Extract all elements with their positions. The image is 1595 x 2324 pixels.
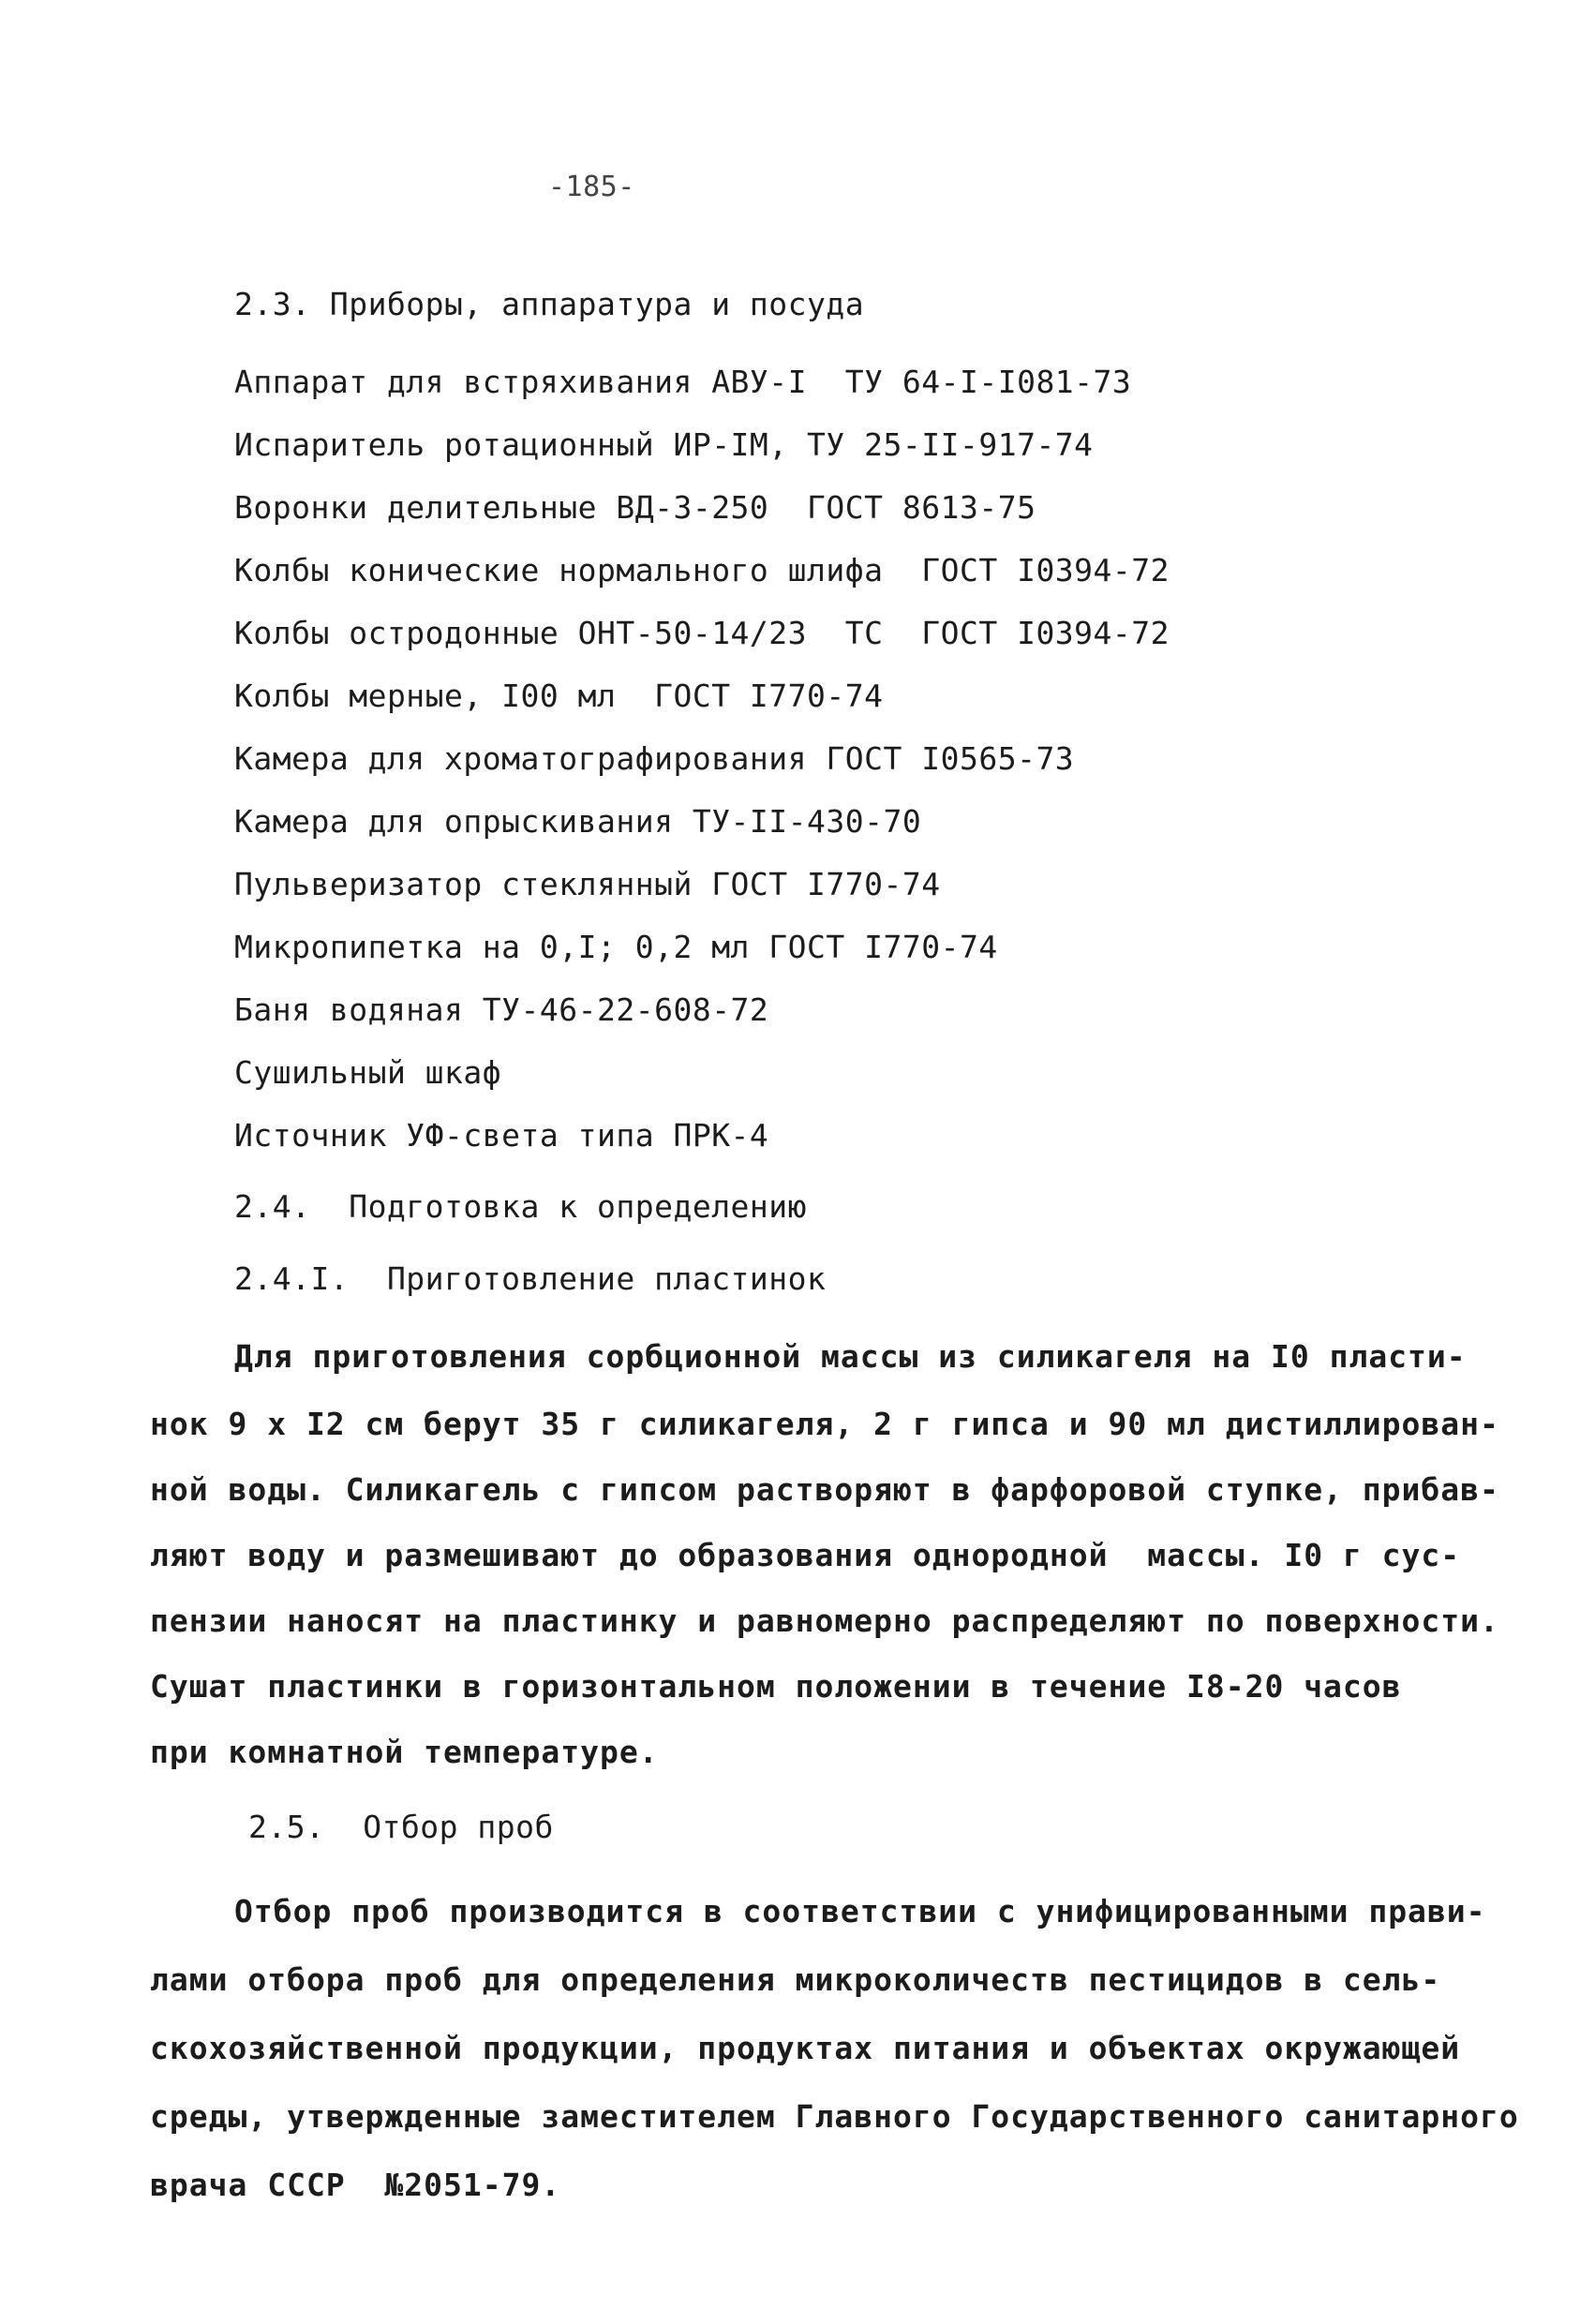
equipment-item: Испаритель ротационный ИР-IМ, ТУ 25-II-917-74: [234, 426, 1094, 463]
paragraph-line: Сушат пластинки в горизонтальном положении в течение I8-20 часов: [150, 1668, 1402, 1705]
section-2-3-heading: 2.3. Приборы, аппаратура и посуда: [234, 286, 865, 322]
equipment-item: Колбы конические нормального шлифа ГОСТ I0394-72: [234, 552, 1170, 588]
equipment-item: Камера для хроматографирования ГОСТ I0565-73: [234, 740, 1075, 777]
section-2-4-1-heading: 2.4.I. Приготовление пластинок: [234, 1260, 827, 1297]
paragraph-line: пензии наносят на пластинку и равномерно распределяют по поверхности.: [150, 1602, 1499, 1639]
paragraph-line: среды, утвержденные заместителем Главного Государственного санитарного: [150, 2098, 1519, 2135]
paragraph-line: нок 9 х I2 см берут 35 г силикагеля, 2 г гипса и 90 мл дистиллирован-: [150, 1406, 1499, 1442]
paragraph-line: ляют воду и размешивают до образования однородной массы. I0 г сус-: [150, 1537, 1461, 1573]
equipment-item: Колбы остродонные ОНТ-50-14/23 ТС ГОСТ I0394-72: [234, 615, 1170, 651]
paragraph-line: Отбор проб производится в соответствии с унифицированными прави-: [234, 1893, 1486, 1929]
section-2-5-heading: 2.5. Отбор проб: [248, 1809, 554, 1845]
equipment-item: Сушильный шкаф: [234, 1054, 502, 1091]
paragraph-line: ной воды. Силикагель с гипсом растворяют в фарфоровой ступке, прибав-: [150, 1471, 1499, 1508]
paragraph-line: врача СССР №2051-79.: [150, 2167, 561, 2203]
paragraph-line: лами отбора проб для определения микроколичеств пестицидов в сель-: [150, 1961, 1441, 1998]
equipment-item: Аппарат для встряхивания АВУ-I ТУ 64-I-I081-73: [234, 364, 1132, 400]
equipment-item: Колбы мерные, I00 мл ГОСТ I770-74: [234, 678, 884, 714]
equipment-item: Баня водяная ТУ-46-22-608-72: [234, 991, 769, 1028]
paragraph-line: Для приготовления сорбционной массы из силикагеля на I0 пласти-: [234, 1338, 1467, 1375]
page-number: -185-: [548, 171, 635, 203]
paragraph-line: скохозяйственной продукции, продуктах питания и объектах окружающей: [150, 2030, 1461, 2066]
equipment-item: Воронки делительные ВД-3-250 ГОСТ 8613-75: [234, 489, 1036, 526]
equipment-item: Источник УФ-света типа ПРК-4: [234, 1117, 769, 1154]
paragraph-line: при комнатной температуре.: [150, 1734, 659, 1770]
equipment-item: Микропипетка на 0,I; 0,2 мл ГОСТ I770-74: [234, 929, 998, 965]
section-2-4-heading: 2.4. Подготовка к определению: [234, 1188, 808, 1225]
equipment-item: Пульверизатор стеклянный ГОСТ I770-74: [234, 866, 941, 902]
equipment-item: Камера для опрыскивания ТУ-II-430-70: [234, 803, 922, 840]
